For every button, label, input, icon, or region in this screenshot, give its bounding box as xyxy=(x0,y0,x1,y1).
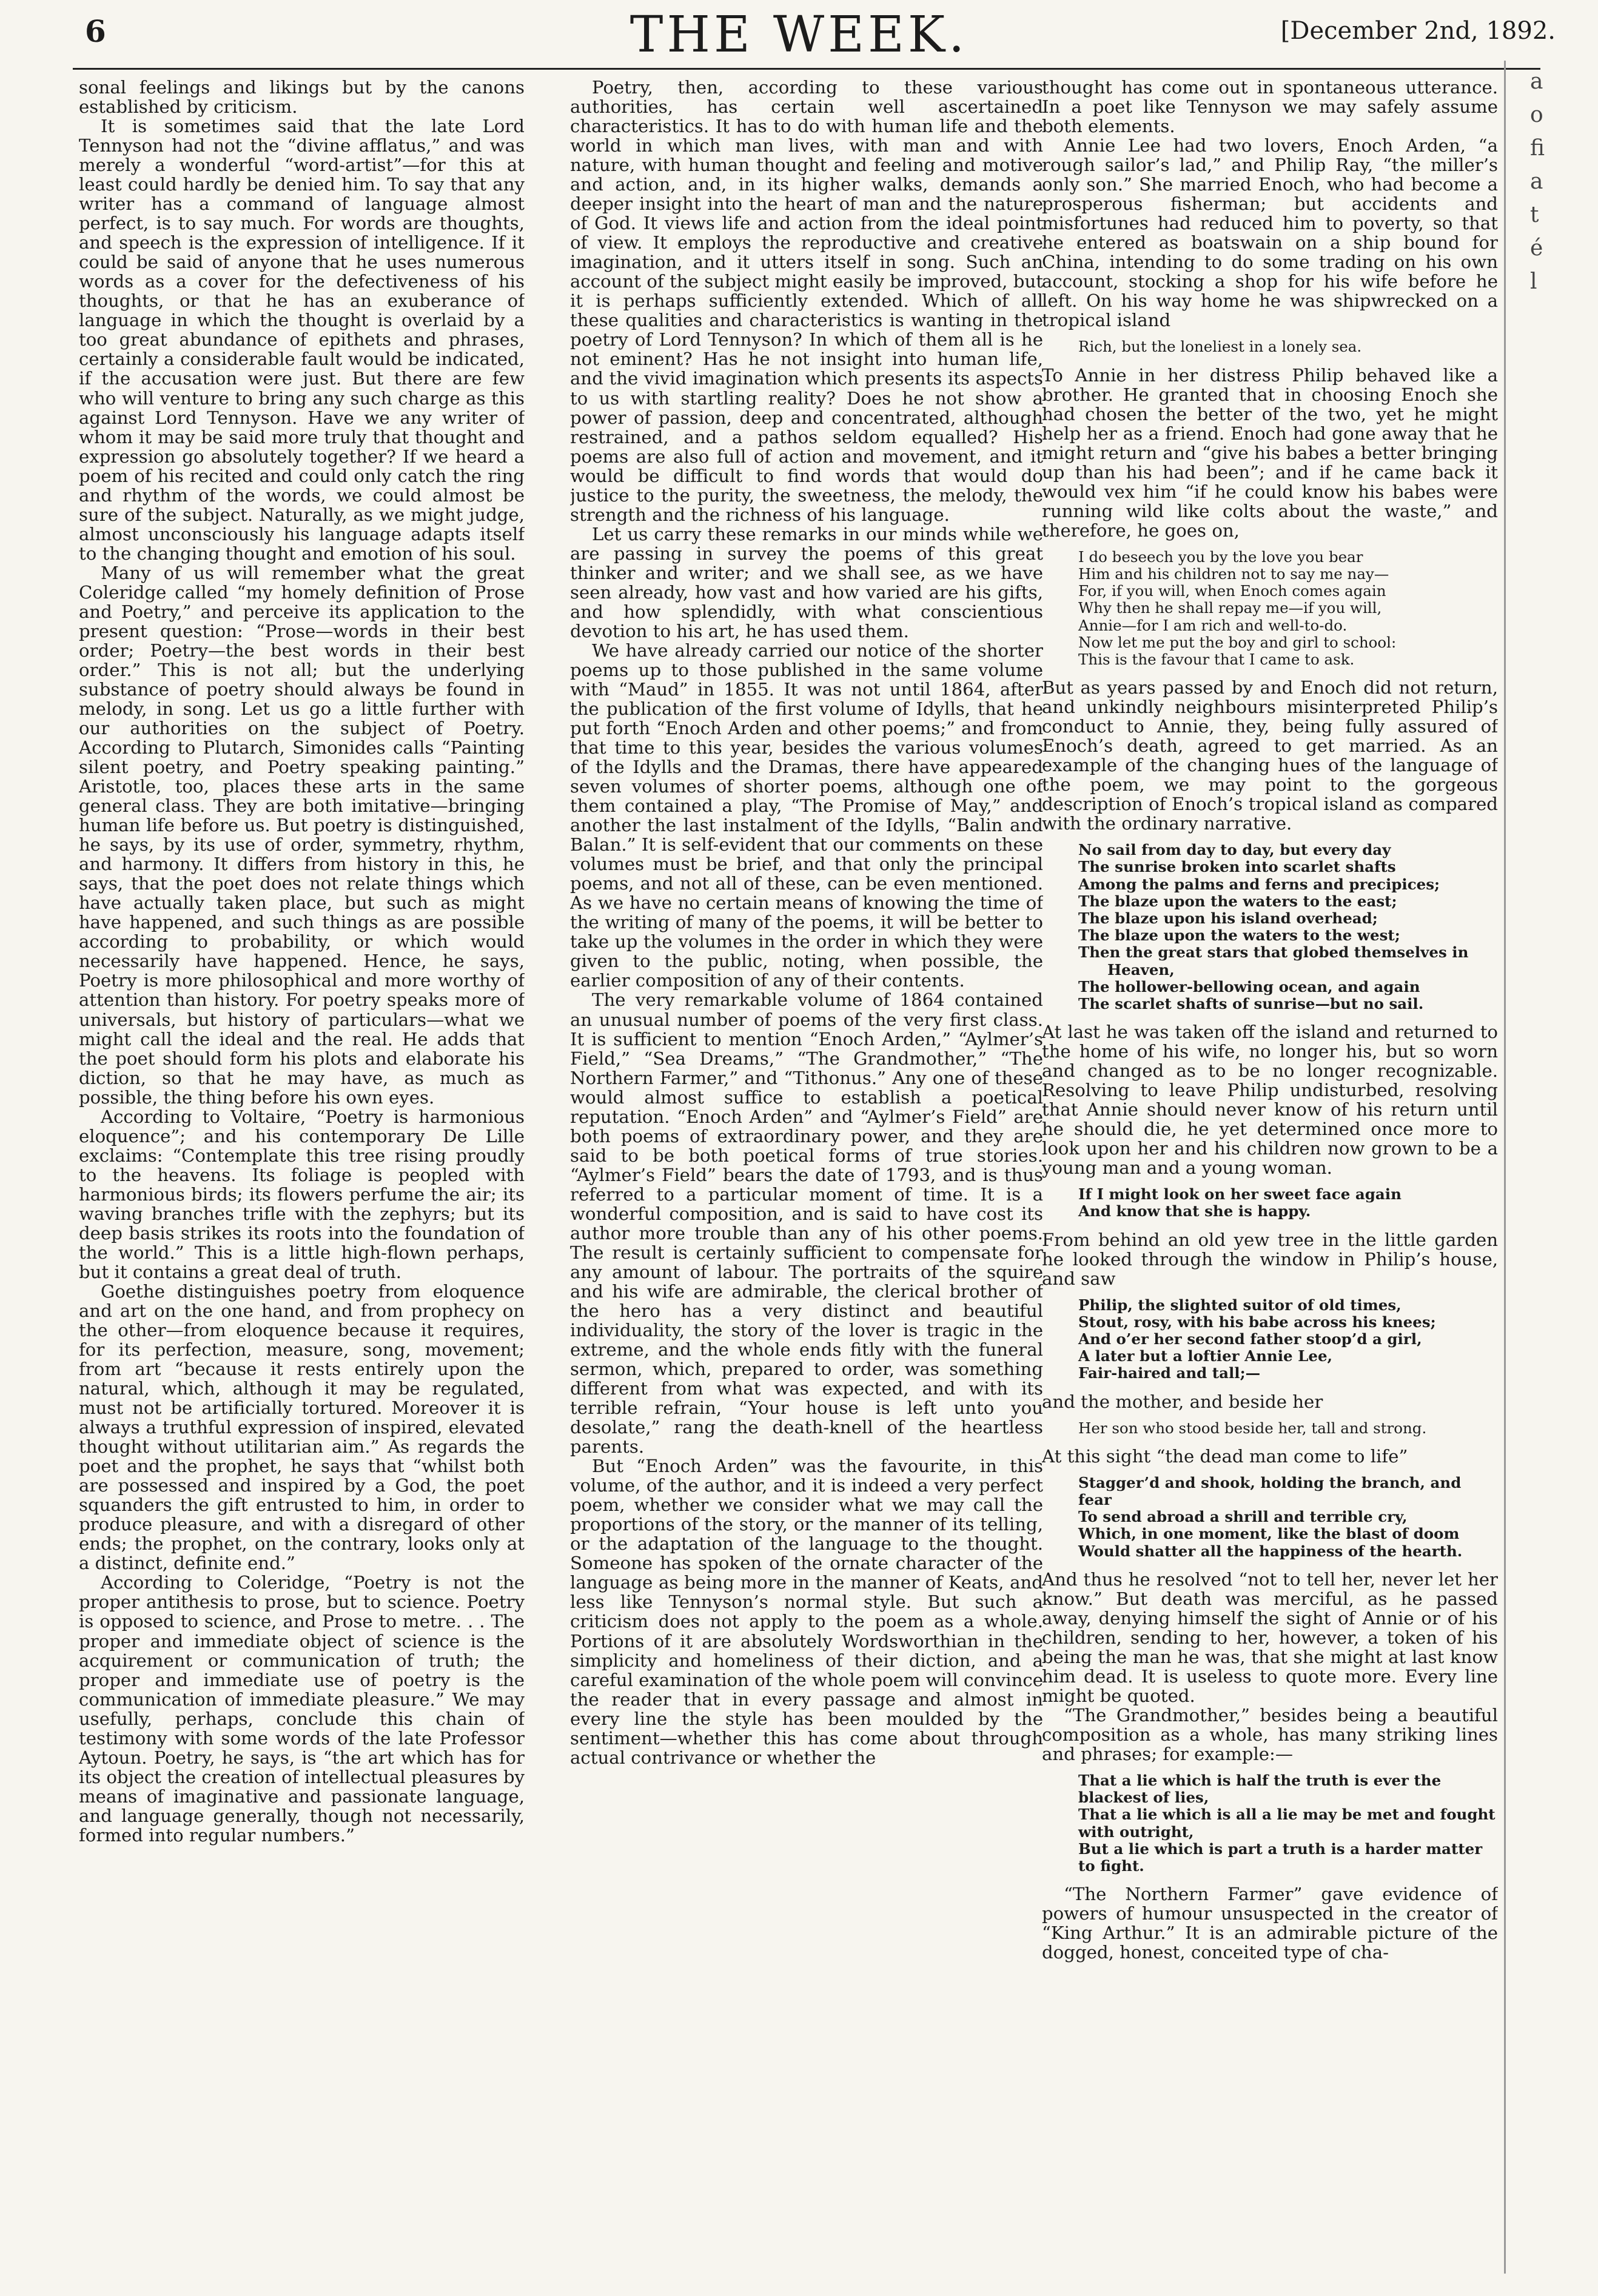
gutter-fragment: l xyxy=(1530,269,1537,294)
verse-line: And know that she is happy. xyxy=(1078,1202,1311,1220)
paragraph: Poetry, then, according to these various authorities, has certain well ascertained characteristics. It has to do with human life and the world in which man lives, with man and with nature, with human thought and feeling and motive and action, and, in its higher walks, demands a deeper insight into the heart of man and the nature of God. It views life and action from the ideal point of view. It employs the reproductive and creative imagination, and it utters itself in song. Such an account of the subject might easily be improved, but it is perhaps sufficiently extended. Which of all these qualities and characteristics is wanting in the poetry of Lord Tennyson? In which of them all is he not eminent? Has he not insight into human life, and the vivid imagination which presents its aspects to us with startling reality? Does he not show a power of passion, deep and concentrated, although restrained, and a pathos seldom equalled? His poems are also full of action and movement, and it would be difficult to find words that would do justice to the purity, the sweetness, the melody, the strength and the richness of his language. xyxy=(570,78,1043,525)
masthead-title: THE WEEK. xyxy=(629,6,969,64)
verse-line: A later but a loftier Annie Lee, xyxy=(1078,1347,1333,1365)
verse-line: Rich, but the loneliest in a lonely sea. xyxy=(1078,338,1362,356)
verse-line: To send abroad a shrill and terrible cry, xyxy=(1078,1508,1408,1526)
verse-line: Among the palms and ferns and precipices; xyxy=(1078,875,1440,893)
paragraph: And thus he resolved “not to tell her, never let her know.” But death was merciful, as he passed away, denying himself the sight of Annie or of his children, sending to her, however, a token of his being the man he was, that she might at last know him dead. It is useless to quote more. Every line might be quoted. xyxy=(1042,1568,1498,1706)
paragraph: We have already carried our notice of the shorter poems up to those published in the same volume with “Maud” in 1855. It was not until 1864, after the publication of the first volume of Idylls, that he put forth “Enoch Arden and other poems;” and from that time to this year, besides the various volumes of the Idylls and the Dramas, there have appeared seven volumes of shorter poems, although one of them contained a play, “The Promise of May,” and another the last instalment of the Idylls, “Balin and Balan.” It is self-evident that our comments on these volumes must be brief, and that only the principal poems, and not all of these, can be even mentioned. As we have no certain means of knowing the time of the writing of many of the poems, it will be better to take up the volumes in the order in which they were given to the public, noting, when possible, the earlier composition of any of their contents. xyxy=(570,640,1043,991)
paragraph: “The Northern Farmer” gave evidence of powers of humour unsuspected in the creator of “King Arthur.” It is an admirable picture of the dogged, honest, conceited type of cha- xyxy=(1042,1884,1498,1963)
paragraph: But “Enoch Arden” was the favourite, in this volume, of the author, and it is indeed a very perfect poem, whether we consider what we may call the proportions of the story, or the manner of its telling, or the adaptation of the language to the thought. Someone has spoken of the ornate character of the language as being more in the manner of Keats, and less like Tennyson’s normal style. But such a criticism does not apply to the poem as a whole. Portions of it are absolutely Wordsworthian in the simplicity and homeliness of their diction, and a careful examination of the whole poem will convince the reader that in every passage and almost in every line the style has been moulded by the sentiment—whether this has come about through actual contrivance or whether the xyxy=(570,1456,1043,1768)
paragraph: and the mother, and beside her xyxy=(1042,1391,1323,1412)
verse-quote xyxy=(1078,549,1498,668)
column-2 xyxy=(570,78,1043,2272)
paragraph: To Annie in her distress Philip behaved like a brother. He granted that in choosing Enoch she had chosen the better of the two, yet he might help her as a friend. Enoch had gone away that he might return and “give his babes a better bringing up than his had been”; and if he came back it would vex him “if he could know his babes were running wild like colts about the waste,” and therefore, he goes on, xyxy=(1042,364,1498,541)
verse-line: Heaven, xyxy=(1107,960,1175,979)
verse-line: This is the favour that I came to ask. xyxy=(1078,650,1355,668)
verse-quote xyxy=(1078,842,1498,1012)
paragraph: Many of us will remember what the great Coleridge called “my homely definition of Prose and Poetry,” and perceive its application to the present question: “Prose—words in their best order; Poetry—the best words in their best order.” This is not all; but the underlying substance of poetry should always be found in melody, in song. Let us go a little further with our authorities on the subject of Poetry. According to Plutarch, Simonides calls “Painting silent poetry, and Poetry speaking painting.” Aristotle, too, places these arts in the same general class. They are both imitative—bringing human life before us. But poetry is distinguished, he says, by its use of order, symmetry, rhythm, and harmony. It differs from history in this, he says, that the poet does not relate things which have actually taken place, but such as might have happened, and such things as are possible according to probability, or which would necessarily have happened. Hence, he says, Poetry is more philosophical and more worthy of attention than history. For poetry speaks more of universals, but history of particulars—what we might call the ideal and the real. He adds that the poet should form his plots and elaborate his diction, so that he may have, as much as possible, the thing before his own eyes. xyxy=(79,562,525,1108)
column-3 xyxy=(1042,78,1498,2272)
verse-line: Fair-haired and tall;— xyxy=(1078,1364,1261,1382)
page-number: 6 xyxy=(85,13,106,49)
page-header xyxy=(0,0,1598,67)
gutter-fragment: a xyxy=(1530,69,1543,94)
verse-line: But a lie which is part a truth is a harder matter to fight. xyxy=(1078,1839,1483,1875)
verse-line: That a lie which is half the truth is ever the blackest of lies, xyxy=(1078,1771,1442,1807)
paragraph: At this sight “the dead man come to life” xyxy=(1042,1445,1408,1467)
paragraph: According to Voltaire, “Poetry is harmonious eloquence”; and his contemporary De Lille exclaims: “Contemplate this tree rising proudly to the heavens. Its foliage is peopled with harmonious birds; its flowers perfume the air; its waving branches trifle with the zephyrs; but its deep basis strikes its roots into the foundation of the world.” This is a little high-flown perhaps, but it contains a great deal of truth. xyxy=(79,1106,525,1282)
paragraph: It is sometimes said that the late Lord Tennyson had not the “divine afflatus,” and was merely a wonderful “word-artist”—for this at least could hardly be denied him. To say that any writer has a command of language almost perfect, is to say much. For words are thoughts, and speech is the expression of intelligence. If it could be said of anyone that he uses numerous words as a cover for the defectiveness of his thoughts, or that he has an exuberance of language in which the thought is overlaid by a too great abundance of epithets and phrases, certainly a considerable fault would be indicated, if the accusation were just. But there are few who will venture to bring any such charge as this against Lord Tennyson. Have we any writer of whom it may be said more truly that thought and expression go absolutely together? If we heard a poem of his recited and could only catch the ring and rhythm of the words, we could almost be sure of the subject. Naturally, as we might judge, almost unconsciously his language adapts itself to the changing thought and emotion of his soul. xyxy=(79,116,525,564)
paragraph: Let us carry these remarks in our minds while we are passing in survey the poems of this great thinker and writer; and we shall see, as we have seen already, how vast and how varied are his gifts, and how splendidly, with what conscientious devotion to his art, he has used them. xyxy=(570,523,1043,641)
column-1 xyxy=(79,78,525,2272)
verse-line: Annie—for I am rich and well-to-do. xyxy=(1078,616,1348,634)
verse-line: Him and his children not to say me nay— xyxy=(1078,565,1389,583)
paragraph: But as years passed by and Enoch did not return, and unkindly neighbours misinterpreted Philip’s conduct to Annie, they, being fully assured of Enoch’s death, agreed to get married. As an example of the changing hues of the language of the poem, we may point to the gorgeous description of Enoch’s tropical island as compared with the ordinary narrative. xyxy=(1042,677,1498,834)
verse-line: If I might look on her sweet face again xyxy=(1078,1185,1402,1203)
gutter-fragment: a xyxy=(1530,169,1543,194)
verse-line: Philip, the slighted suitor of old times, xyxy=(1078,1296,1402,1314)
header-rule xyxy=(73,68,1540,70)
verse-line: Then the great stars that globed themselves in xyxy=(1078,943,1469,962)
verse-quote xyxy=(1078,1772,1498,1875)
adjacent-page-edge xyxy=(1504,61,1573,2274)
verse-line: And o’er her second father stoop’d a girl, xyxy=(1078,1330,1422,1348)
verse-line: Stagger’d and shook, holding the branch, and fear xyxy=(1078,1473,1462,1508)
verse-line: Her son who stood beside her, tall and strong. xyxy=(1078,1419,1427,1437)
verse-quote xyxy=(1078,1474,1498,1560)
gutter-fragment: fi xyxy=(1530,136,1545,161)
verse-line: I do beseech you by the love you bear xyxy=(1078,547,1363,566)
paragraph: thought has come out in spontaneous utterance. In a poet like Tennyson we may safely assume both elements. xyxy=(1042,78,1498,137)
paragraph: From behind an old yew tree in the little garden he looked through the window in Philip’s house, and saw xyxy=(1042,1229,1498,1289)
paragraph: The very remarkable volume of 1864 contained an unusual number of poems of the very first class. It is sufficient to mention “Enoch Arden,” “Aylmer’s Field,” “Sea Dreams,” “The Grandmother,” “The Northern Farmer,” and “Tithonus.” Any one of these would almost suffice to establish a poetical reputation. “Enoch Arden” and “Aylmer’s Field” are both poems of extraordinary power, and they are said to be both poetical forms of true stories. “Aylmer’s Field” bears the date of 1793, and is thus referred to a particular moment of time. It is a wonderful composition, and is said to have cost its author more trouble than any of his other poems. The result is certainly sufficient to compensate for any amount of labour. The portraits of the squire and his wife are admirable, the clerical brother of the hero has a very distinct and beautiful individuality, the story of the lover is tragic in the extreme, and the whole ends fitly with the funeral sermon, which, prepared to order, was something different from what was expected, and with its terrible refrain, “Your house is left unto you desolate,” rang the death-knell of the heartless parents. xyxy=(570,989,1043,1458)
verse-line: The blaze upon the waters to the east; xyxy=(1078,892,1397,910)
verse-quote xyxy=(1078,1420,1498,1437)
verse-line: The blaze upon the waters to the west; xyxy=(1078,926,1400,945)
verse-line: The sunrise broken into scarlet shafts xyxy=(1078,858,1396,876)
verse-line: The blaze upon his island overhead; xyxy=(1078,909,1378,927)
verse-line: Stout, rosy, with his babe across his knees; xyxy=(1078,1313,1436,1331)
verse-line: That a lie which is all a lie may be met and fought with outright, xyxy=(1078,1806,1496,1841)
paragraph: According to Coleridge, “Poetry is not the proper antithesis to prose, but to science. Poetry is opposed to science, and Prose to metre. . . The proper and immediate object of science is the acquirement or communication of truth; the proper and immediate use of poetry is the communication of immediate pleasure.” We may usefully, perhaps, conclude this chain of testimony with some words of the late Professor Aytoun. Poetry, he says, is “the art which has for its object the creation of intellectual pleasures by means of imaginative and passionate language, and language generally, though not necessarily, formed into regular numbers.” xyxy=(79,1572,525,1846)
gutter-fragment: o xyxy=(1530,102,1543,127)
issue-date: [December 2nd, 1892. xyxy=(1280,17,1556,45)
verse-line: The scarlet shafts of sunrise—but no sail. xyxy=(1078,994,1424,1012)
paragraph: Annie Lee had two lovers, Enoch Arden, “a rough sailor’s lad,” and Philip Ray, “the miller’s only son.” She married Enoch, who had become a prosperous fisherman; but accidents and misfortunes had reduced him to poverty, so that he entered as boatswain on a ship bound for China, intending to do some trading on his own account, stocking a shop for his wife before he left. On his way home he was shipwrecked on a tropical island xyxy=(1042,135,1498,331)
verse-quote xyxy=(1078,1297,1498,1382)
verse-line: Why then he shall repay me—if you will, xyxy=(1078,599,1382,617)
gutter-fragment: t xyxy=(1530,202,1539,227)
paragraph: sonal feelings and likings but by the canons established by criticism. xyxy=(79,78,525,118)
verse-line: Would shatter all the happiness of the hearth. xyxy=(1078,1542,1463,1560)
paragraph: Goethe distinguishes poetry from eloquence and art on the one hand, and from prophecy on the other—from eloquence because it requires, for its perfection, measure, song, movement; from art “because it rests entirely upon the natural, which, although it may be regulated, must not be artificially tortured. Moreover it is always a truthful expression of inspired, elevated thought without utilitarian aim.” As regards the poet and the prophet, he says that “whilst both are possessed and inspired by a God, the poet squanders the gift entrusted to him, in order to produce pleasure, and with a disregard of other ends; the prophet, on the contrary, looks only at a distinct, definite end.” xyxy=(79,1280,525,1574)
verse-line: No sail from day to day, but every day xyxy=(1078,841,1391,859)
verse-line: For, if you will, when Enoch comes again xyxy=(1078,582,1386,600)
verse-line: The hollower-bellowing ocean, and again xyxy=(1078,977,1420,996)
verse-line: Which, in one moment, like the blast of doom xyxy=(1078,1525,1460,1543)
gutter-fragment: é xyxy=(1530,236,1543,261)
paragraph: “The Grandmother,” besides being a beautiful composition as a whole, has many striking lines and phrases; for example:— xyxy=(1042,1704,1498,1764)
verse-quote xyxy=(1078,1186,1498,1220)
verse-line: Now let me put the boy and girl to school: xyxy=(1078,633,1397,651)
paragraph: At last he was taken off the island and returned to the home of his wife, no longer his, but so worn and changed as to be no longer recognizable. Resolving to leave Philip undisturbed, resolving that Annie should never know of his return until he should die, he yet determined once more to look upon her and his children now grown to be a young man and a young woman. xyxy=(1042,1022,1498,1179)
verse-quote xyxy=(1078,338,1498,355)
